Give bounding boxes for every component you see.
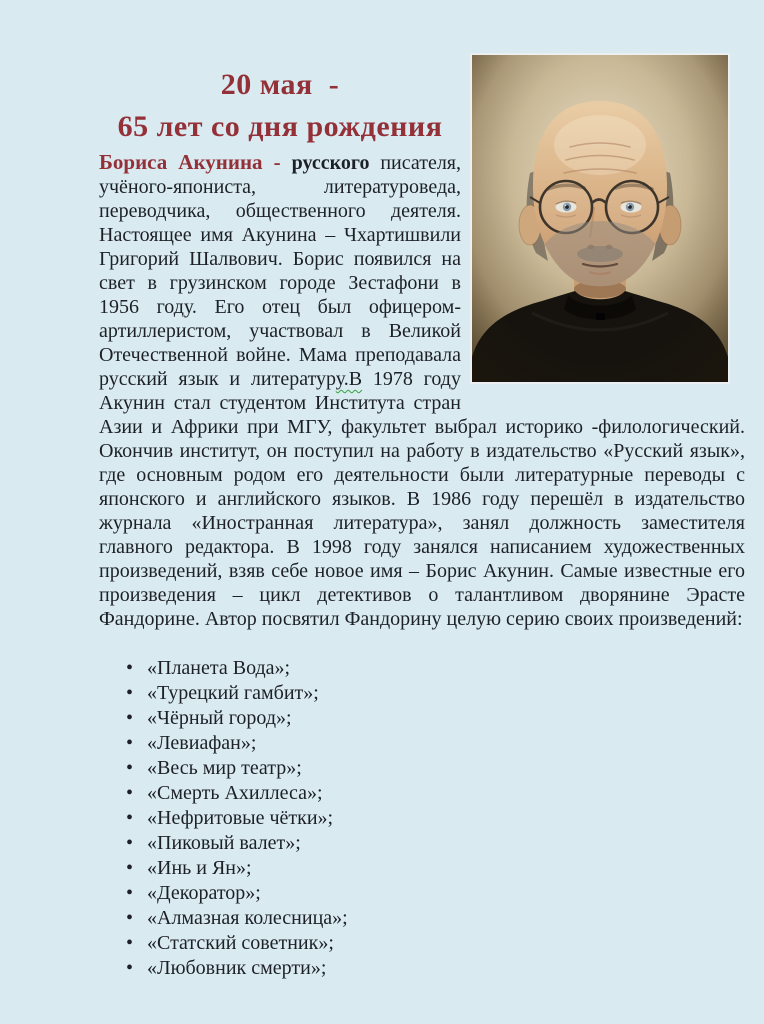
book-list-item: • «Турецкий гамбит»; xyxy=(99,681,745,706)
books-list xyxy=(99,656,745,981)
bio-segment-normal: писателя, учёного-япониста, литературоведа, переводчика, общественного деятеля. Настоящее имя Акунина – Чхартишвили Григорий Шалвович. Борис появился на свет в грузинском городе Зестафони в 1956 году. Его отец был офицером-артиллеристом, участвовал в Великой Отечественной войне. Мама преподавала русский язык и литератур xyxy=(99,152,462,390)
portrait-photo xyxy=(470,53,730,384)
book-list-item: • «Чёрный город»; xyxy=(99,706,745,731)
book-list-item: • «Нефритовые чётки»; xyxy=(99,806,745,831)
book-list-item: • «Весь мир театр»; xyxy=(99,756,745,781)
book-list-item: • «Левиафан»; xyxy=(99,731,745,756)
book-list-item: • «Любовник смерти»; xyxy=(99,956,745,981)
book-list-item: • «Планета Вода»; xyxy=(99,656,745,681)
bio-segment-normal: 1978 году Акунин стал студентом Института стран Азии и Африки при МГУ, факультет выбрал историко -филологический. Окончив институт, он поступил на работу в издательство «Русский язык», где основным родом его деятельности были литературные переводы с японского и английского языков. В 1986 году перешёл в издательство журнала «Иностранная литература», занял должность заместителя главного редактора. В 1998 году занялся написанием художественных произведений, взяв себе новое имя – Борис Акунин. Самые известные его произведения – цикл детективов о талантливом дворянине Эрасте Фандорине. Автор посвятил Фандорину целую серию своих произведений: xyxy=(99,368,745,630)
book-list-item: • «Пиковый валет»; xyxy=(99,831,745,856)
book-list-item: • «Инь и Ян»; xyxy=(99,856,745,881)
book-list-item: • «Алмазная колесница»; xyxy=(99,906,745,931)
bio-segment-name: Бориса Акунина - xyxy=(99,150,292,174)
book-list-item: • «Статский советник»; xyxy=(99,931,745,956)
page-title-line2: 65 лет со дня рождения xyxy=(117,110,443,143)
bio-segment-wavy: у.В xyxy=(335,368,363,390)
bio-segment-bold: русского xyxy=(291,152,370,174)
book-list-item: • «Смерть Ахиллеса»; xyxy=(99,781,745,806)
portrait-illustration xyxy=(472,55,728,382)
book-list-item: • «Декоратор»; xyxy=(99,881,745,906)
page-title-line1: 20 мая - xyxy=(220,68,340,101)
